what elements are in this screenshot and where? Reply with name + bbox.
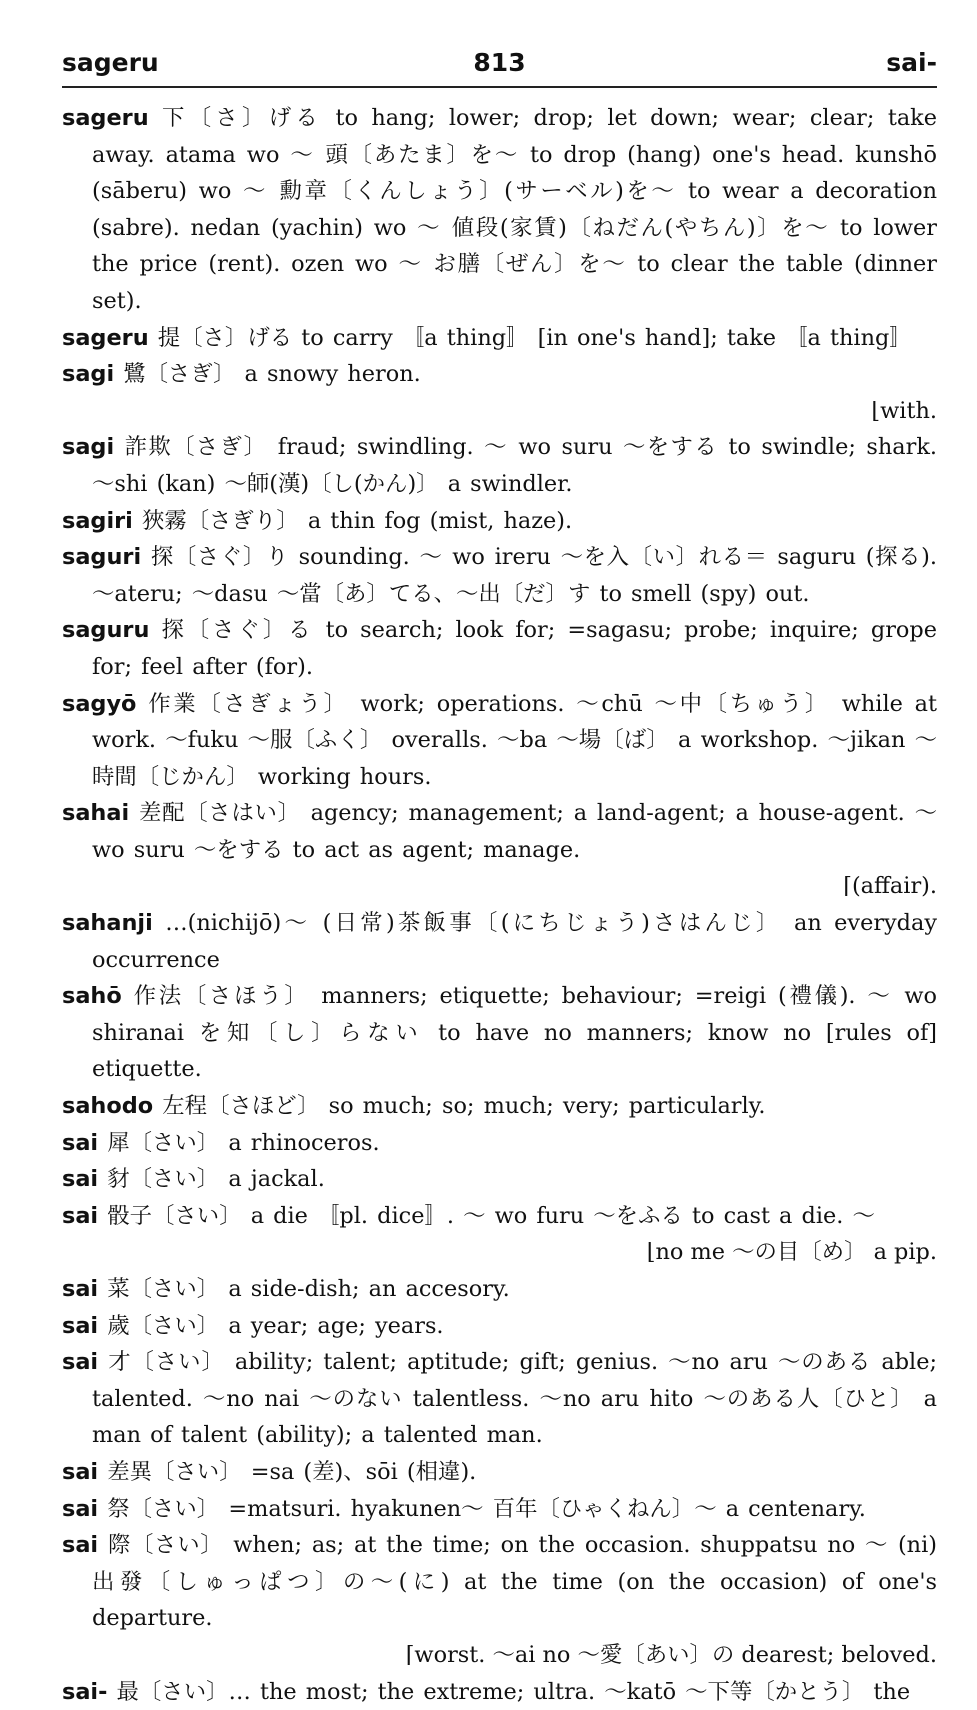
dictionary-entry [62, 795, 937, 868]
definition: 最〔さい〕… the most; the extreme; ultra. ～katō ～下等〔かとう〕 the [116, 1678, 911, 1705]
dictionary-entry [62, 1161, 937, 1198]
headword: sageru [62, 105, 149, 131]
definition: 才〔さい〕 ability; talent; aptitude; gift; genius. ～no aru ～のある able; talented. ～no nai ～のない talentless. ～no aru hito ～のある人〔ひと〕 a man of talent (ability); a talented man. [92, 1349, 937, 1449]
headword: sai- [62, 1678, 108, 1705]
headword: saguri [62, 544, 142, 571]
dictionary-entry [62, 1198, 937, 1235]
definition: 詐欺〔さぎ〕 fraud; swindling. ～ wo suru ～をする to swindle; shark. ～shi (kan) ～師(漢)〔し(かん)〕 a swindler. [92, 434, 938, 497]
headword: sai [62, 1129, 99, 1156]
dictionary-entry [62, 1454, 937, 1491]
definition: 作法〔さほう〕 manners; etiquette; behaviour; =reigi (禮儀). ～ wo shiranai を知〔し〕らない to have no manners; know no [rules of] etiquette. [92, 983, 937, 1083]
definition: 探〔さぐ〕る to search; look for; =sagasu; probe; inquire; grope for; feel after (for). [92, 617, 937, 680]
headword: sai [62, 1166, 99, 1193]
dictionary-entry [62, 429, 937, 502]
headword: sai [62, 1532, 99, 1559]
header-guide-word-right: sai- [886, 48, 937, 77]
headword: sageru [62, 324, 149, 351]
overflow-note: ⌈worst. ～ai no ～愛〔あい〕の dearest; beloved. [405, 1641, 937, 1668]
dictionary-entry [62, 320, 937, 357]
headword: sagi [62, 361, 115, 388]
definition: 探〔さぐ〕り sounding. ～ wo ireru ～を入〔い〕れる＝ saguru (探る). ～ateru; ～dasu ～當〔あ〕てる、～出〔だ〕す to smell (spy) out. [92, 544, 937, 607]
dictionary-entry [62, 686, 937, 796]
dictionary-entry [62, 539, 937, 612]
definition: 差異〔さい〕 =sa (差)、sōi (相違). [107, 1458, 477, 1485]
dictionary-entry [62, 1088, 937, 1125]
overflow-note: ⌊no me ～の目〔め〕 a pip. [646, 1239, 937, 1266]
definition: 際〔さい〕 when; as; at the time; on the occasion. shuppatsu no ～ (ni) 出發〔しゅっぱつ〕の～(に) at the time (on the occasion) of one's departure. [92, 1532, 938, 1632]
dictionary-entry [62, 503, 937, 540]
definition: 差配〔さはい〕 agency; management; a land-agent; a house-agent. ～ wo suru ～をする to act as agent; manage. [92, 800, 937, 863]
headword: sagiri [62, 507, 133, 534]
headword: sai [62, 1202, 99, 1229]
definition: 提〔さ〕げる to carry 〚a thing〛 [in one's hand]; take 〚a thing〛 [157, 324, 912, 351]
headword: sai [62, 1312, 99, 1339]
dictionary-entry [62, 1674, 937, 1710]
definition: 豺〔さい〕 a jackal. [107, 1166, 325, 1193]
dictionary-entry [62, 1491, 937, 1528]
definition: 祭〔さい〕 =matsuri. hyakunen～ 百年〔ひゃくねん〕～ a centenary. [107, 1495, 866, 1522]
dictionary-entry [62, 356, 937, 393]
dictionary-entries [62, 100, 937, 1710]
headword: sai [62, 1349, 99, 1376]
headword: sagyō [62, 690, 137, 717]
definition: 左程〔さほど〕 so much; so; much; very; particularly. [162, 1093, 766, 1120]
headword: sai [62, 1276, 99, 1302]
page-header [62, 46, 937, 88]
header-guide-word-left: sageru [62, 48, 159, 77]
headword: sagi [62, 434, 115, 461]
definition: 歲〔さい〕 a year; age; years. [107, 1312, 444, 1339]
definition: 鷺〔さぎ〕 a snowy heron. [123, 361, 421, 388]
overflow-note: ⌈(affair). [843, 873, 937, 900]
overflow-note: ⌊with. [871, 397, 937, 424]
headword: sahai [62, 800, 130, 827]
definition: 狹霧〔さぎり〕 a thin fog (mist, haze). [141, 507, 573, 534]
headword: saguru [62, 617, 150, 644]
dictionary-entry [62, 1527, 937, 1637]
dictionary-entry [62, 612, 937, 685]
dictionary-entry [62, 1308, 937, 1345]
dictionary-entry [62, 1125, 937, 1162]
page-number: 813 [473, 48, 526, 77]
definition: 犀〔さい〕 a rhinoceros. [107, 1129, 380, 1156]
headword: sai [62, 1458, 99, 1485]
dictionary-entry [62, 1271, 937, 1308]
definition: 骰子〔さい〕 a die 〚pl. dice〛. ～ wo furu ～をふる to cast a die. ～ [107, 1202, 875, 1229]
definition: …(nichijō)～ (日常)茶飯事〔(にちじょう)さはんじ〕 an everyday occurrence [92, 910, 938, 973]
definition: 作業〔さぎょう〕 work; operations. ～chū ～中〔ちゅう〕 while at work. ～fuku ～服〔ふく〕 overalls. ～ba ～場〔ば〕 a workshop. ～jikan ～時間〔じかん〕 working hours. [92, 690, 937, 790]
definition: 菜〔さい〕 a side-dish; an accesory. [107, 1276, 510, 1302]
headword: sai [62, 1495, 99, 1522]
dictionary-entry [62, 978, 937, 1088]
dictionary-entry [62, 100, 937, 320]
headword: sahanji [62, 910, 153, 937]
dictionary-entry [62, 1344, 937, 1454]
headword: sahodo [62, 1093, 154, 1120]
definition: 下〔さ〕げる to hang; lower; drop; let down; wear; clear; take away. atama wo ～ 頭〔あたま〕を～ to drop (hang) one's head. kunshō (sāberu) wo ～ 勳章〔くんしょう〕(サーベル)を～ to wear a decoration (sabre). nedan (yachin) wo ～ 値段(家賃)〔ねだん(やちん)〕を～ to lower the price (rent). ozen wo ～ お膳〔ぜん〕を～ to clear the table (dinner set). [92, 105, 937, 314]
headword: sahō [62, 983, 122, 1010]
dictionary-entry [62, 905, 937, 978]
